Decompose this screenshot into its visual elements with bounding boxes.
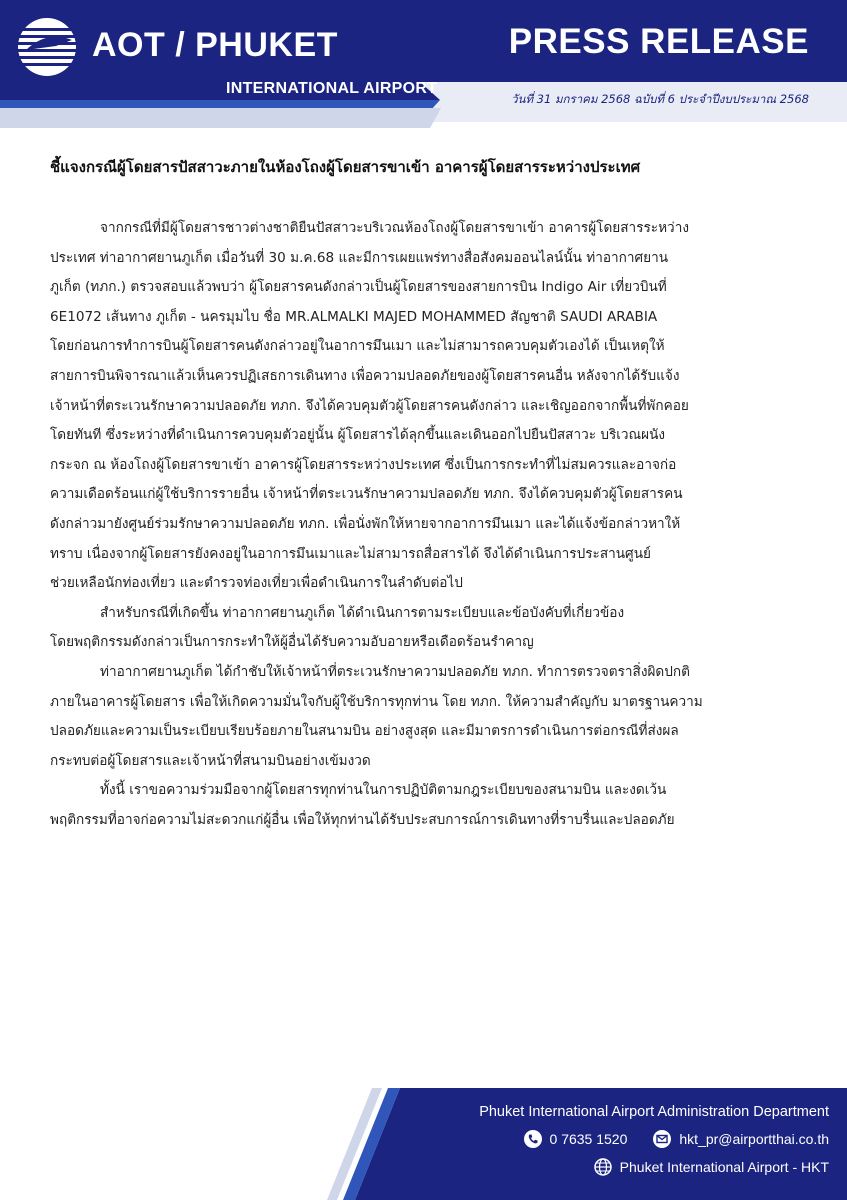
footer (0, 1080, 847, 1200)
text-line: ทราบ เนื่องจากผู้โดยสารยังคงอยู่ในอาการมึนเมาและไม่สามารถสื่อสารได้ จึงได้ดำเนินการประสานศูนย์ (50, 545, 651, 562)
text-line: กระจก ณ ห้องโถงผู้โดยสารขาเข้า อาคารผู้โดยสารระหว่างประเทศ ซึ่งเป็นการกระทำที่ไม่สมควรและอาจก่อ (50, 456, 677, 473)
brand-logo-text: AOT / PHUKET (92, 26, 338, 64)
paragraph (50, 599, 810, 658)
text-line: โดยทันที ซึ่งระหว่างที่ดำเนินการควบคุมตัวอยู่นั้น ผู้โดยสารได้ลุกขึ้นและเดินออกไปยืนปัสสาวะ บริเวณผนัง (50, 427, 666, 444)
text-line: โดยก่อนการทำการบินผู้โดยสารคนดังกล่าวอยู่ในอาการมึนเมา และไม่สามารถควบคุมตัวเองได้ เป็นเหตุให้ (50, 338, 665, 355)
text-line: 6E1072 เส้นทาง ภูเก็ต - นครมุมไบ ชื่อ MR.ALMALKI MAJED MOHAMMED สัญชาติ SAUDI ARABIA (50, 308, 658, 325)
paragraph (50, 214, 810, 599)
text-line: สำหรับกรณีที่เกิดขึ้น ท่าอากาศยานภูเก็ต ได้ดำเนินการตามระเบียบและข้อบังคับที่เกี่ยวข้อง (100, 604, 625, 621)
footer-email[interactable]: hkt_pr@airportthai.co.th (679, 1131, 829, 1147)
text-line: ภายในอาคารผู้โดยสาร เพื่อให้เกิดความมั่นใจกับผู้ใช้บริการทุกท่าน โดย ทภก. ให้ความสำคัญกับ มาตรฐานความ (50, 693, 703, 710)
paragraph (50, 658, 810, 776)
text-line: ความเดือดร้อนแก่ผู้ใช้บริการรายอื่น เจ้าหน้าที่ตระเวนรักษาความปลอดภัย ทภก. จึงได้ควบคุมตัวผู้โดยสารคน (50, 486, 683, 503)
text-line: เจ้าหน้าที่ตระเวนรักษาความปลอดภัย ทภก. จึงได้ควบคุมตัวผู้โดยสารคนดังกล่าว และเชิญออกจากพื้นที่พักคอย (50, 397, 689, 414)
text-line: จากกรณีที่มีผู้โดยสารชาวต่างชาติยืนปัสสาวะบริเวณห้องโถงผู้โดยสารขาเข้า อาคารผู้โดยสารระหว่าง (100, 220, 689, 236)
text-line: ประเทศ ท่าอากาศยานภูเก็ต เมื่อวันที่ 30 ม.ค.68 และมีการเผยแพร่ทางสื่อสังคมออนไลน์นั้น ท่าอากาศยาน (50, 249, 669, 266)
text-line: ปลอดภัยและความเป็นระเบียบเรียบร้อยภายในสนามบิน อย่างสูงสุด และมีมาตรการดำเนินการต่อกรณีที่ส่งผล (50, 723, 679, 740)
footer-website[interactable]: Phuket International Airport - HKT (619, 1159, 829, 1175)
text-line: สายการบินพิจารณาแล้วเห็นควรปฏิเสธการเดินทาง เพื่อความปลอดภัยของผู้โดยสารคนอื่น หลังจากได้รับแจ้ง (50, 367, 680, 384)
text-line: ดังกล่าวมายังศูนย์ร่วมรักษาความปลอดภัย ทภก. เพื่อนั่งพักให้หายจากอาการมึนเมา และได้แจ้งข้อกล่าวหาให้ (50, 515, 681, 532)
web-icon (594, 1158, 612, 1176)
text-line: ภูเก็ต (ทภก.) ตรวจสอบแล้วพบว่า ผู้โดยสารคนดังกล่าวเป็นผู้โดยสารของสายการบิน Indigo Air เที่ยวบินที่ (50, 279, 667, 296)
text-line: ช่วยเหลือนักท่องเที่ยว และตำรวจท่องเที่ยวเพื่อดำเนินการในลำดับต่อไป (50, 575, 463, 592)
document-title: ชี้แจงกรณีผู้โดยสารปัสสาวะภายในห้องโถงผู้โดยสารขาเข้า อาคารผู้โดยสารระหว่างประเทศ (50, 158, 641, 176)
footer-department: Phuket International Airport Administration Department (479, 1104, 829, 1120)
text-line: โดยพฤติกรรมดังกล่าวเป็นการกระทำให้ผู้อื่นได้รับความอับอายหรือเดือดร้อนรำคาญ (50, 634, 534, 651)
text-line: ทั้งนี้ เราขอความร่วมมือจากผู้โดยสารทุกท่านในการปฏิบัติตามกฎระเบียบของสนามบิน และงดเว้น (100, 782, 667, 799)
text-line: กระทบต่อผู้โดยสารและเจ้าหน้าที่สนามบินอย่างเข้มงวด (50, 752, 371, 769)
release-date-line: วันที่ 31 มกราคม 2568 ฉบับที่ 6 ประจำปีงบประมาณ 2568 (511, 92, 809, 106)
text-line: พฤติกรรมที่อาจก่อความไม่สะดวกแก่ผู้อื่น เพื่อให้ทุกท่านได้รับประสบการณ์การเดินทางที่ราบรื่นและปลอดภัย (50, 811, 675, 828)
document-body (50, 214, 810, 835)
press-release-title: PRESS RELEASE (508, 22, 809, 61)
footer-contacts (524, 1130, 829, 1148)
email-icon (653, 1130, 671, 1148)
footer-phone[interactable]: 0 7635 1520 (549, 1131, 628, 1147)
paragraph (50, 776, 810, 835)
brand-subtitle: INTERNATIONAL AIRPORT (226, 80, 438, 97)
phone-icon (524, 1130, 542, 1148)
footer-website-row (594, 1158, 829, 1176)
header (0, 0, 847, 128)
aot-logo-icon (16, 16, 78, 78)
text-line: ท่าอากาศยานภูเก็ต ได้กำชับให้เจ้าหน้าที่ตระเวนรักษาความปลอดภัย ทภก. ทำการตรวจตราสิ่งผิดปกติ (100, 663, 690, 680)
